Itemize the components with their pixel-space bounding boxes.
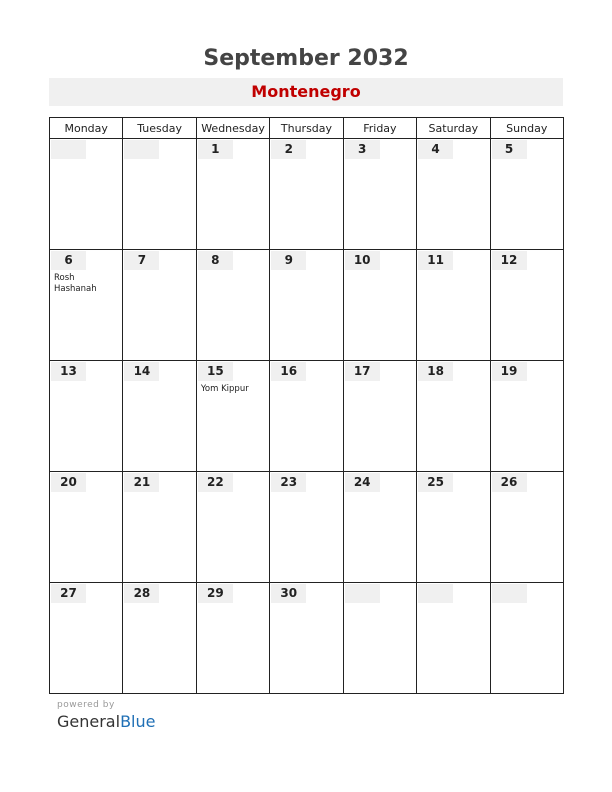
- day-cell[interactable]: [417, 583, 490, 694]
- day-number: 12: [492, 251, 527, 270]
- weekday-header: Thursday: [270, 118, 343, 139]
- day-cell[interactable]: [343, 139, 416, 250]
- day-cell[interactable]: [270, 361, 343, 472]
- day-number: 29: [198, 584, 233, 603]
- week-row: [50, 472, 564, 583]
- day-number: 24: [345, 473, 380, 492]
- day-cell[interactable]: [417, 250, 490, 361]
- calendar-grid: [49, 117, 564, 694]
- day-number: 1: [198, 140, 233, 159]
- day-cell[interactable]: [490, 472, 563, 583]
- week-row: [50, 139, 564, 250]
- day-cell[interactable]: [490, 361, 563, 472]
- day-number: 28: [124, 584, 159, 603]
- holiday-label: Rosh Hashanah: [54, 273, 97, 294]
- weekday-header: Wednesday: [196, 118, 269, 139]
- day-number: 27: [51, 584, 86, 603]
- weekday-header: Sunday: [490, 118, 563, 139]
- day-cell[interactable]: [343, 361, 416, 472]
- day-cell[interactable]: [270, 583, 343, 694]
- day-number: 20: [51, 473, 86, 492]
- day-cell[interactable]: [196, 139, 269, 250]
- weekday-header: Monday: [50, 118, 123, 139]
- day-cell[interactable]: [490, 583, 563, 694]
- day-number: [124, 140, 159, 159]
- calendar-title: September 2032: [203, 46, 409, 71]
- powered-by-text: powered by: [57, 700, 115, 710]
- day-number: 2: [271, 140, 306, 159]
- day-number: 4: [418, 140, 453, 159]
- day-cell[interactable]: [196, 361, 269, 472]
- day-number: 11: [418, 251, 453, 270]
- day-number: [492, 584, 527, 603]
- day-cell[interactable]: [490, 250, 563, 361]
- day-cell[interactable]: [50, 139, 123, 250]
- footer: [57, 700, 155, 731]
- weekday-header-row: [50, 118, 564, 139]
- day-cell[interactable]: [123, 361, 196, 472]
- day-cell[interactable]: [343, 250, 416, 361]
- day-cell[interactable]: [196, 250, 269, 361]
- day-number: 6: [51, 251, 86, 270]
- day-number: 5: [492, 140, 527, 159]
- day-number: 15: [198, 362, 233, 381]
- day-number: [51, 140, 86, 159]
- day-cell[interactable]: [50, 250, 123, 361]
- day-cell[interactable]: [270, 139, 343, 250]
- day-number: 3: [345, 140, 380, 159]
- day-cell[interactable]: [270, 472, 343, 583]
- day-number: 13: [51, 362, 86, 381]
- day-number: 14: [124, 362, 159, 381]
- week-row: [50, 361, 564, 472]
- day-number: 10: [345, 251, 380, 270]
- weekday-header: Friday: [343, 118, 416, 139]
- week-row: [50, 250, 564, 361]
- day-number: 19: [492, 362, 527, 381]
- weekday-header: Tuesday: [123, 118, 196, 139]
- day-cell[interactable]: [50, 472, 123, 583]
- generalblue-logo[interactable]: [57, 712, 155, 731]
- day-number: 26: [492, 473, 527, 492]
- day-number: 30: [271, 584, 306, 603]
- day-cell[interactable]: [50, 361, 123, 472]
- day-cell[interactable]: [123, 139, 196, 250]
- day-cell[interactable]: [490, 139, 563, 250]
- day-cell[interactable]: [196, 583, 269, 694]
- day-number: [345, 584, 380, 603]
- country-name: Montenegro: [49, 78, 563, 106]
- day-cell[interactable]: [417, 361, 490, 472]
- day-number: 16: [271, 362, 306, 381]
- day-cell[interactable]: [123, 472, 196, 583]
- day-cell[interactable]: [123, 250, 196, 361]
- day-number: 7: [124, 251, 159, 270]
- day-number: 18: [418, 362, 453, 381]
- day-cell[interactable]: [270, 250, 343, 361]
- day-number: 17: [345, 362, 380, 381]
- week-row: [50, 583, 564, 694]
- day-cell[interactable]: [343, 583, 416, 694]
- day-cell[interactable]: [417, 139, 490, 250]
- day-cell[interactable]: [343, 472, 416, 583]
- weekday-header: Saturday: [417, 118, 490, 139]
- day-cell[interactable]: [50, 583, 123, 694]
- day-number: 9: [271, 251, 306, 270]
- day-number: 23: [271, 473, 306, 492]
- brand-general: General: [57, 712, 121, 731]
- day-cell[interactable]: [123, 583, 196, 694]
- day-cell[interactable]: [417, 472, 490, 583]
- day-number: [418, 584, 453, 603]
- day-number: 25: [418, 473, 453, 492]
- day-cell[interactable]: [196, 472, 269, 583]
- day-number: 21: [124, 473, 159, 492]
- holiday-label: Yom Kippur: [200, 384, 249, 394]
- day-number: 22: [198, 473, 233, 492]
- calendar-body: [50, 139, 564, 694]
- day-number: 8: [198, 251, 233, 270]
- brand-blue: Blue: [120, 712, 156, 731]
